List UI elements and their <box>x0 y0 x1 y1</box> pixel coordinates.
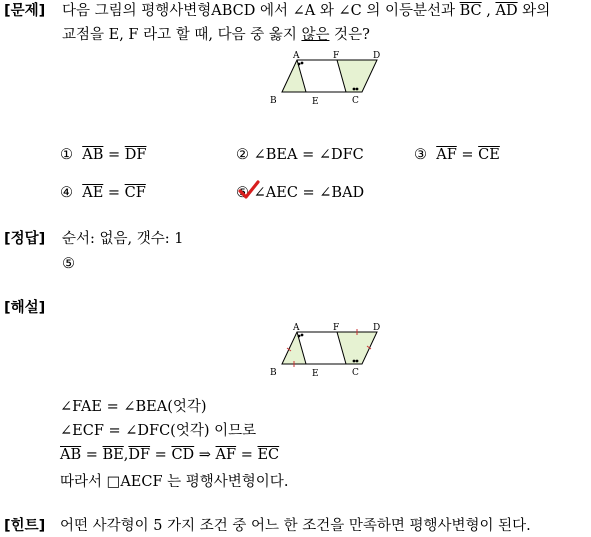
answer-order-count: 순서: 없음, 갯수: 1 <box>62 231 184 247</box>
choice-4[interactable]: ④ $\overline{AE} = \overline{CF}$ <box>60 185 146 201</box>
segment-ad: $\overline{AD}$ <box>495 3 518 19</box>
solution-label-d: D <box>373 323 381 333</box>
problem-line-2: 교점을 E, F 라고 할 때, 다음 중 옳지 않은 것은? <box>62 27 370 43</box>
label-b: B <box>270 96 277 106</box>
label-d: D <box>373 51 381 61</box>
solution-tag: [해설] <box>4 300 46 316</box>
segment-bc: $\overline{BC}$ <box>459 3 482 19</box>
choice-2[interactable]: ② ∠BEA = ∠DFC <box>236 147 364 163</box>
parallelogram-figure <box>262 46 392 108</box>
solution-parallelogram-figure <box>262 318 392 380</box>
label-f: F <box>333 51 340 61</box>
solution-label-a: A <box>293 323 300 333</box>
hint-tag: [힌트] <box>4 518 46 534</box>
solution-line-2: ∠ECF = ∠DFC(엇각) 이므로 <box>60 423 257 439</box>
solution-line-4: 따라서 □AECF 는 평행사변형이다. <box>60 474 289 490</box>
choice-5[interactable]: ⑤ ∠AEC = ∠BAD <box>236 185 365 201</box>
answer-value: ⑤ <box>62 256 75 272</box>
solution-line-3: $\overline{AB} = \overline{BE},\overline{DF} = \overline{CD}$ ⇒ $\overline{AF} = \overline{EC}$ <box>60 447 280 463</box>
label-a: A <box>293 51 300 61</box>
answer-tag: [정답] <box>4 231 46 247</box>
hint-text: 어떤 사각형이 5 가지 조건 중 어느 한 조건을 만족하면 평행사변형이 된다. <box>60 518 531 534</box>
problem-tag: [문제] <box>4 3 46 19</box>
solution-line-1: ∠FAE = ∠BEA(엇각) <box>60 399 207 415</box>
check-mark-icon <box>238 180 260 200</box>
underlined-word: 않은 <box>301 27 330 43</box>
label-c: C <box>352 96 359 106</box>
problem-line-1: 다음 그림의 평행사변형ABCD 에서 ∠A 와 ∠C 의 이등분선과 $\overline{BC}$ , $\overline{AD}$ 와의 <box>62 3 551 19</box>
solution-label-f: F <box>333 323 340 333</box>
solution-label-b: B <box>270 368 277 378</box>
solution-label-c: C <box>352 368 359 378</box>
choice-1[interactable]: ① $\overline{AB} = \overline{DF}$ <box>60 147 147 163</box>
label-e: E <box>312 97 319 107</box>
choice-3[interactable]: ③ $\overline{AF} = \overline{CE}$ <box>414 147 500 163</box>
solution-label-e: E <box>312 369 319 379</box>
